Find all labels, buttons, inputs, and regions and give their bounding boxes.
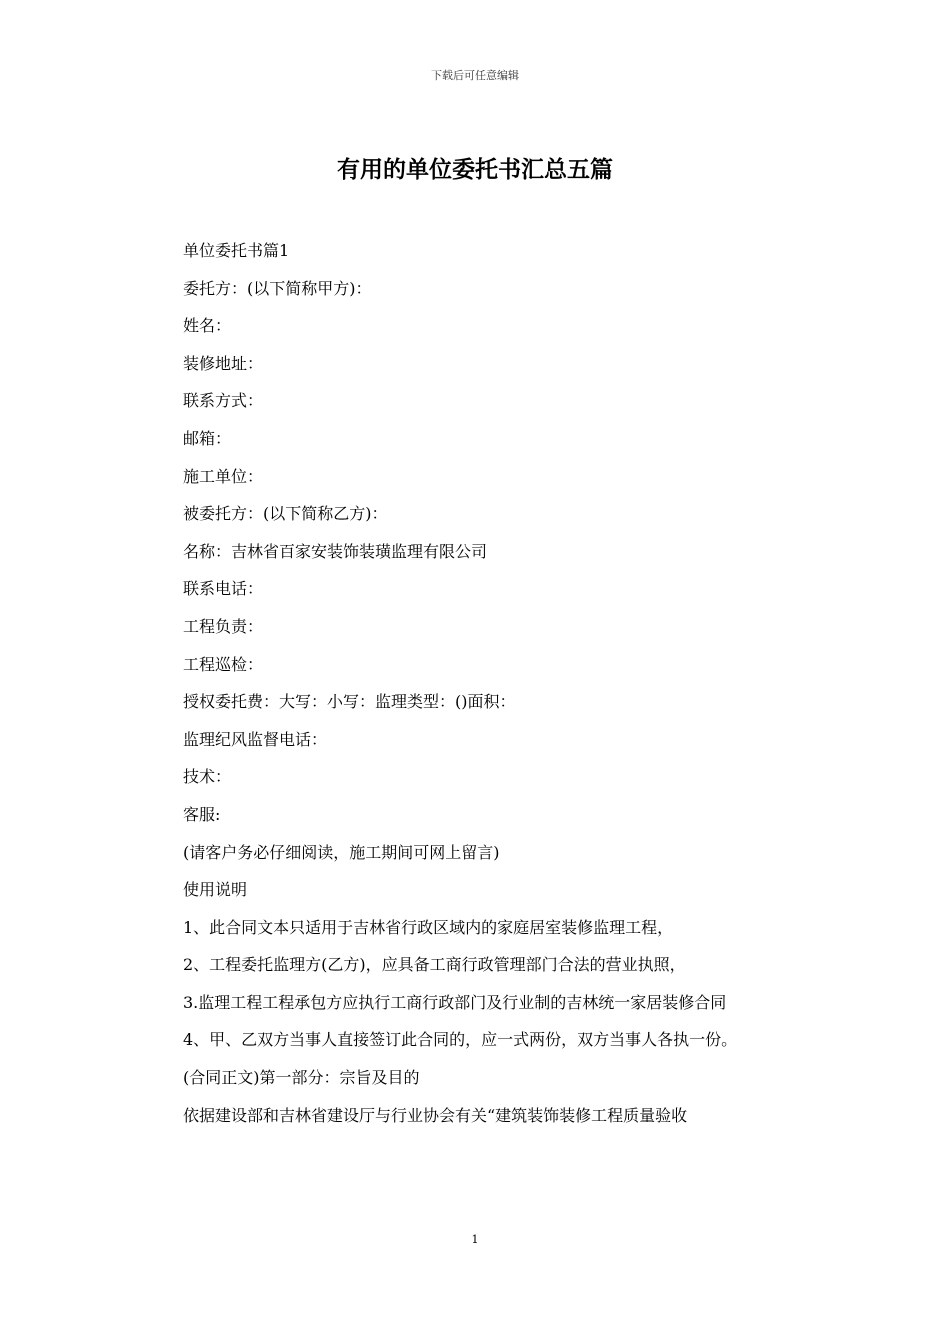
paragraph: 工程巡检： — [183, 654, 264, 674]
paragraph: 名称：吉林省百家安装饰装璜监理有限公司 — [183, 541, 488, 561]
paragraph: (请客户务必仔细阅读，施工期间可网上留言) — [183, 842, 500, 862]
header-note: 下载后可任意编辑 — [431, 69, 519, 82]
paragraph: 1、此合同文本只适用于吉林省行政区域内的家庭居室装修监理工程， — [183, 917, 674, 937]
paragraph: 技术： — [183, 767, 232, 787]
page-number: 1 — [471, 1233, 479, 1246]
paragraph: 3.监理工程工程承包方应执行工商行政部门及行业制的吉林统一家居装修合同 — [183, 992, 727, 1012]
paragraph: 装修地址： — [183, 353, 264, 373]
paragraph: 依据建设部和吉林省建设厅与行业协会有关“建筑装饰装修工程质量验收 — [183, 1105, 688, 1125]
paragraph: 施工单位： — [183, 466, 264, 486]
paragraph: 监理纪风监督电话： — [183, 729, 328, 749]
paragraph: 联系电话： — [183, 579, 264, 599]
paragraph: 4、甲、乙双方当事人直接签订此合同的，应一式两份，双方当事人各执一份。 — [183, 1030, 738, 1050]
paragraph: 姓名： — [183, 316, 232, 336]
paragraph: (合同正文)第一部分：宗旨及目的 — [183, 1068, 420, 1088]
paragraph: 被委托方：(以下简称乙方)： — [183, 504, 388, 524]
document-body — [145, 232, 810, 1134]
paragraph: 使用说明 — [183, 880, 248, 900]
paragraph: 单位委托书篇1 — [183, 241, 290, 260]
paragraph: 邮箱： — [183, 428, 232, 448]
paragraph: 工程负责： — [183, 616, 264, 636]
paragraph: 2、工程委托监理方(乙方)，应具备工商行政管理部门合法的营业执照， — [183, 955, 686, 975]
paragraph: 联系方式： — [183, 391, 264, 411]
paragraph: 委托方：(以下简称甲方)： — [183, 278, 372, 298]
paragraph: 客服: — [183, 804, 221, 824]
paragraph: 授权委托费：大写：小写：监理类型：()面积： — [183, 692, 516, 712]
document-title: 有用的单位委托书汇总五篇 — [337, 156, 613, 183]
